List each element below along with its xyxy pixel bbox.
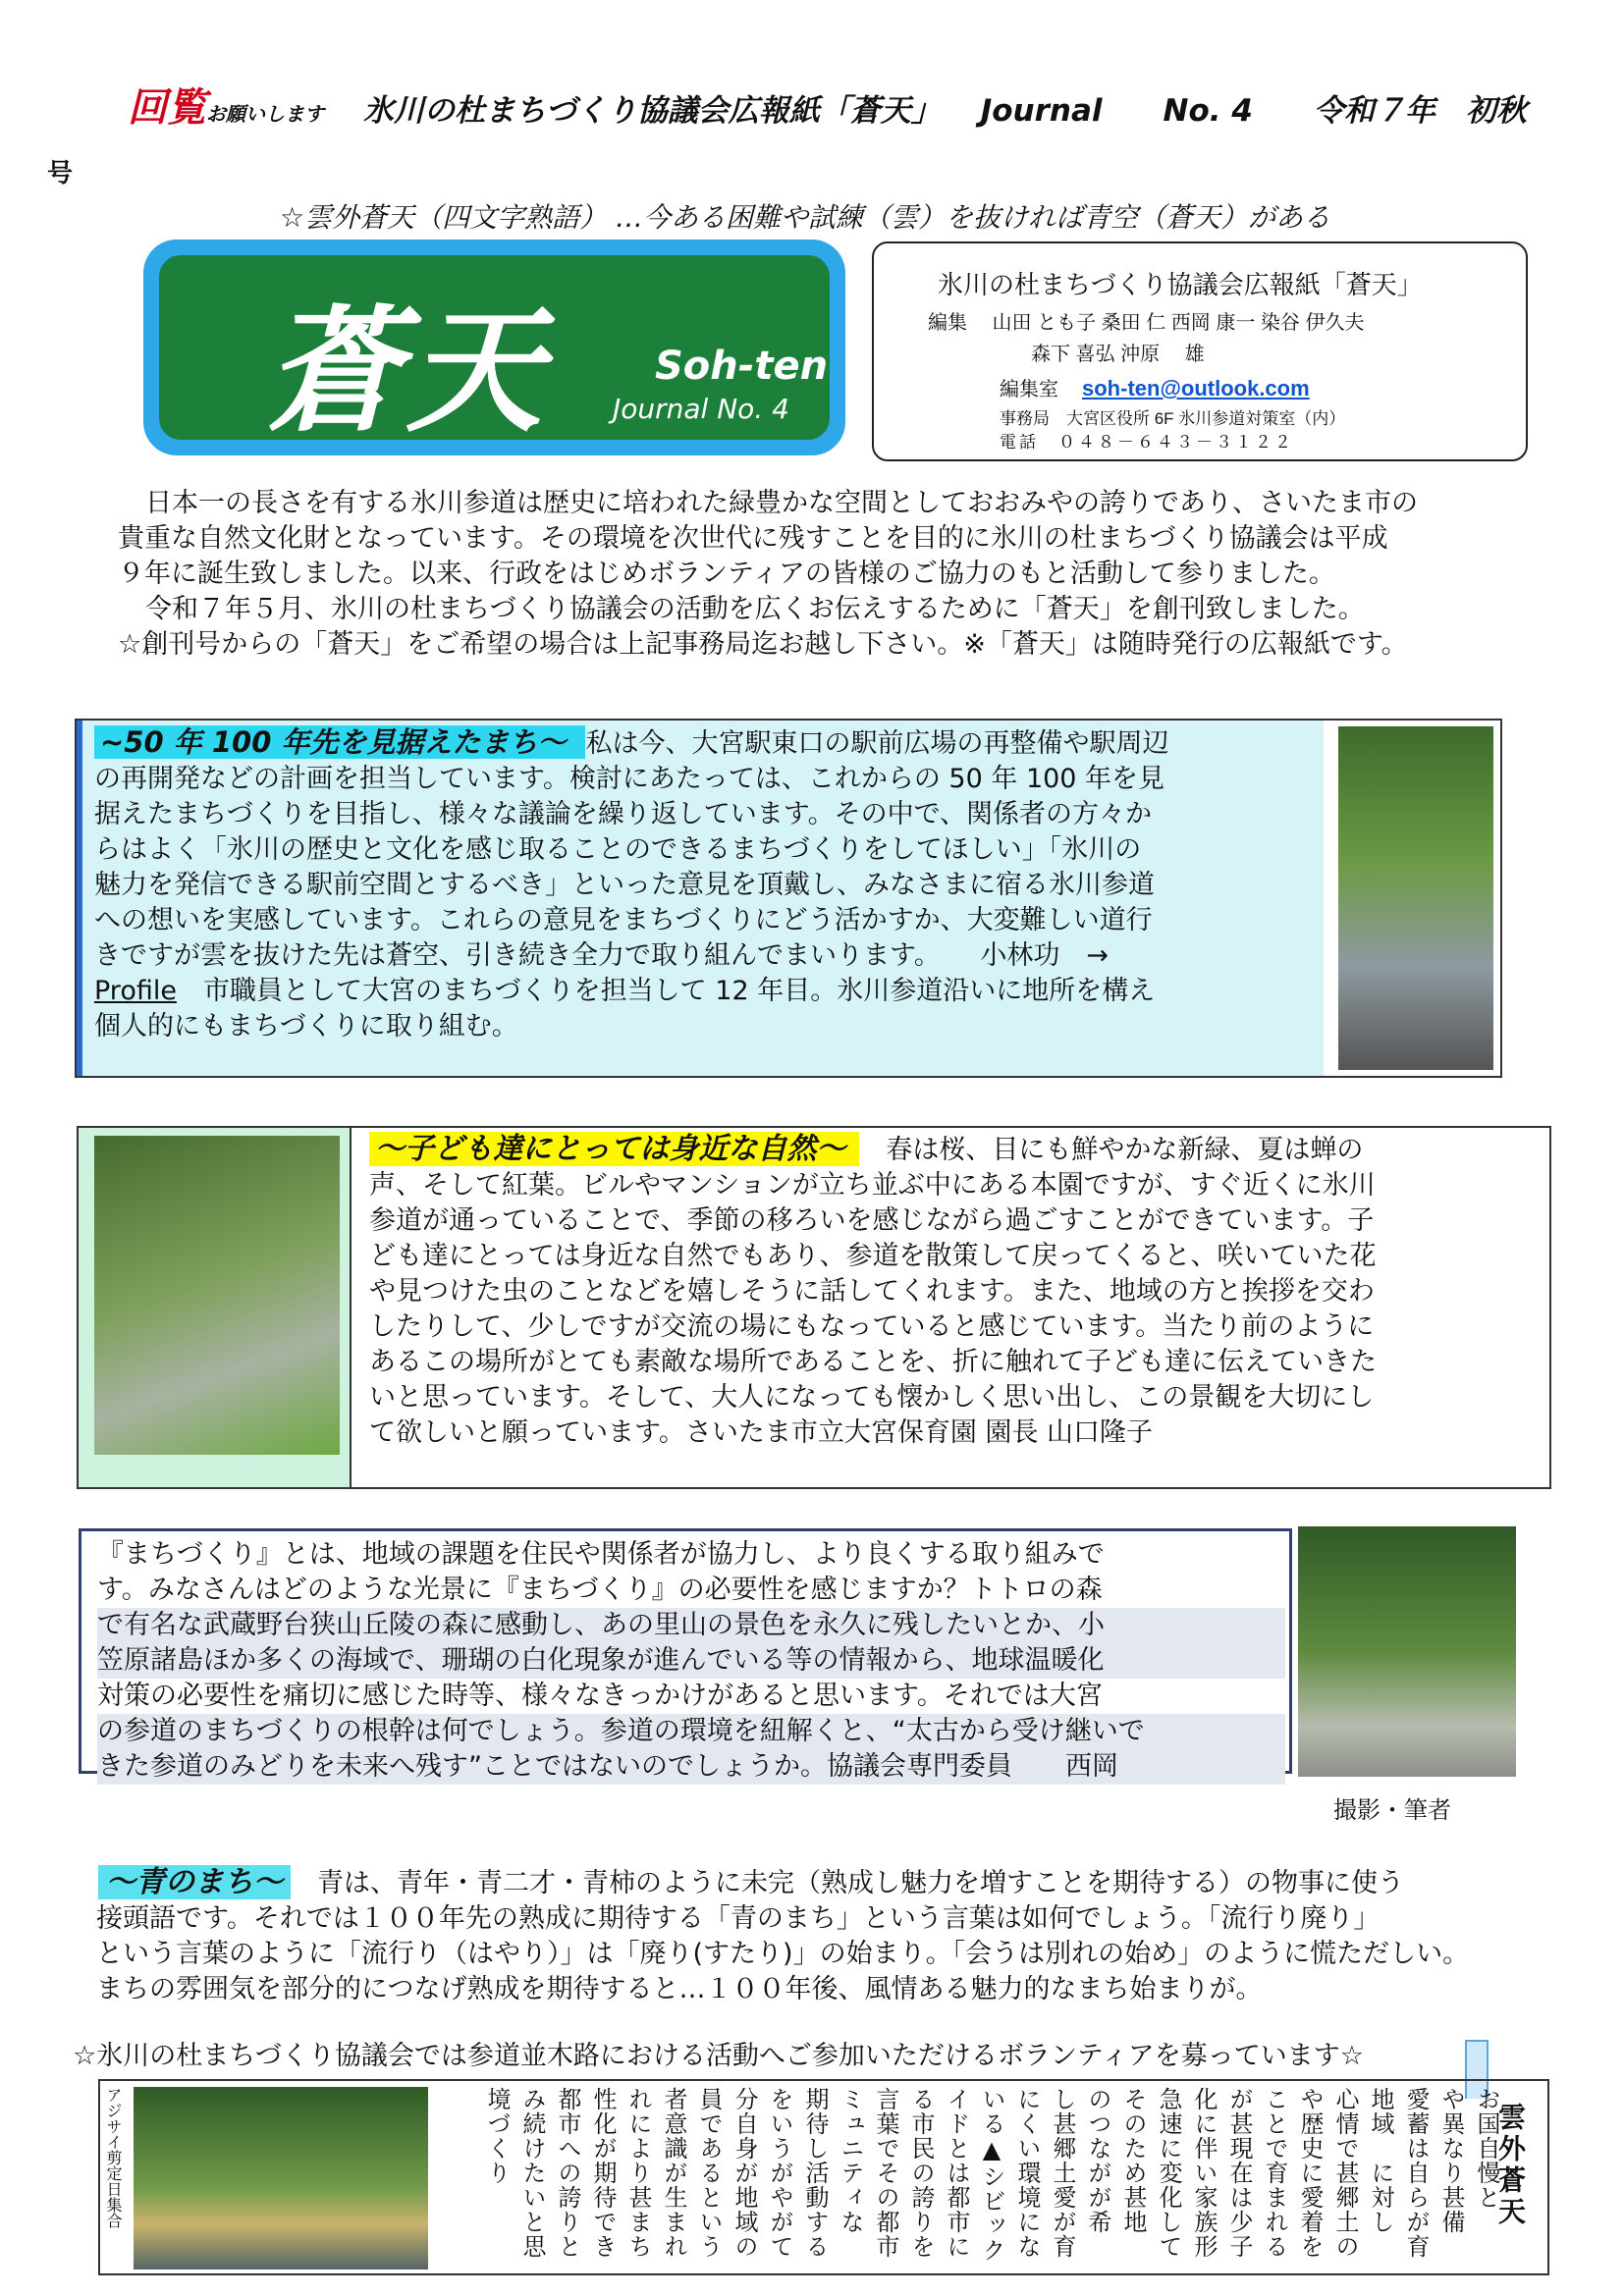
- logo-title: 蒼天: [265, 291, 549, 451]
- column-line: が甚現在は少子: [1225, 2087, 1253, 2259]
- article-line: 『まちづくり』とは、地域の課題を住民や関係者が協力し、より良くする取り組みで: [97, 1539, 1105, 1570]
- newsletter-title: 氷川の杜まちづくり協議会広報紙「蒼天」: [363, 93, 942, 129]
- article-line: 魅力を発信できる駅前空間とするべき」といった意見を頂戴し、みなさまに宿る氷川参道: [94, 870, 1155, 900]
- column-box: [98, 2079, 1549, 2275]
- column-line: 急速に変化して: [1155, 2087, 1182, 2259]
- column-line: 分自身が地域の: [731, 2087, 758, 2259]
- column-line: ことで育まれる: [1261, 2087, 1288, 2259]
- column-line: み続けたいと思: [518, 2087, 546, 2259]
- article-heading: ～青のまち～: [98, 1865, 291, 1899]
- journal-label: Journal: [980, 93, 1103, 129]
- article-line: いと思っています。そして、大人になっても懐かしく思い出し、この景観を大切にし: [369, 1382, 1375, 1413]
- intro-line: ９年に誕生致しました。以来、行政をはじめボランティアの皆様のご協力のもと活動して参りました。: [118, 559, 1335, 589]
- editors-line-2: 森下 喜弘 沖原 雄: [1031, 344, 1205, 365]
- column-line: 都市への誇りと: [554, 2087, 581, 2259]
- article-line: 個人的にもまちづくりに取り組む。: [94, 1011, 518, 1041]
- article-line: の参道のまちづくりの根幹は何でしょう。参道の環境を紐解くと、“太古から受け継いで: [97, 1714, 1285, 1749]
- profile-text: 市職員として大宮のまちづくりを担当して 12 年目。氷川参道沿いに地所を構え: [176, 976, 1156, 1006]
- volunteer-group-photo: [134, 2087, 428, 2269]
- profile-label: Profile: [94, 976, 177, 1006]
- column-line: そのため甚地: [1119, 2087, 1147, 2234]
- volunteer-notice: ☆氷川の杜まちづくり協議会では参道並木路における活動へご参加いただけるボランティアを募っています☆: [73, 2041, 1364, 2071]
- article-line: きですが雲を抜けた先は蒼空、引き続き全力で取り組んでまいります。 小林功 →: [94, 940, 1109, 971]
- article-line: 笠原諸島ほか多くの海域で、珊瑚の白化現象が進んでいる等の情報から、地球温暖化: [97, 1643, 1285, 1679]
- column-line: 者意識が生まれ: [660, 2087, 687, 2259]
- editorial-info-box: [872, 241, 1528, 461]
- issue-suffix: 号: [47, 159, 74, 188]
- group-photo-caption: アジサイ剪定日集合: [104, 2087, 123, 2228]
- article-line: したりして、少しですが交流の場にもなっていると感じています。当たり前のように: [369, 1311, 1375, 1342]
- column-line: ミュニティな: [837, 2087, 864, 2234]
- article-heading: ~50 年 100 年先を見据えたまち～: [94, 725, 585, 759]
- article-line: 声、そして紅葉。ビルやマンションが立ち並ぶ中にある本園ですが、すぐ近くに氷川: [369, 1170, 1376, 1201]
- column-line: 地域 に対し: [1367, 2087, 1394, 2234]
- article-line: あるこの場所がとても素敵な場所であることを、折に触れて子ども達に伝えていきた: [369, 1347, 1377, 1377]
- article-line: 青は、青年・青二才・青柿のように未完（熟成し魅力を増すことを期待する）の物事に使う: [291, 1868, 1404, 1898]
- column-line: お国自慢と: [1473, 2087, 1500, 2210]
- article-heading: ～子ども達にとっては身近な自然～: [369, 1132, 859, 1166]
- article-line: ども達にとっては身近な自然でもあり、参道を散策して戻ってくると、咲いていた花: [369, 1241, 1377, 1271]
- intro-line: 日本一の長さを有する氷川参道は歴史に培われた緑豊かな空間としておおみやの誇りであり、さいたま市の: [145, 488, 1418, 518]
- column-line: 言葉でその都市: [872, 2087, 899, 2259]
- article-line: す。みなさんはどのような光景に『まちづくり』の必要性を感じますか？トトロの森: [97, 1575, 1103, 1605]
- column-text: [444, 2087, 1504, 2269]
- secretariat: 事務局 大宮区役所 6F 氷川参道対策室（内）: [1000, 409, 1346, 428]
- column-line: 期待し活動する: [801, 2087, 829, 2259]
- article-line: 私は今、大宮駅東口の駅前広場の再整備や駅周辺: [585, 728, 1169, 759]
- intro-line: 貴重な自然文化財となっています。その環境を次世代に残すことを目的に氷川の杜まちづくり協議会は平成: [118, 523, 1388, 554]
- motto: ☆雲外蒼天（四文字熟語） …今ある困難や試練（雲）を抜ければ青空（蒼天）がある: [280, 201, 1331, 234]
- article-line: で有名な武蔵野台狭山丘陵の森に感動し、あの里山の景色を永久に残したいとか、小: [97, 1608, 1285, 1643]
- column-line: 性化が期待でき: [589, 2087, 617, 2259]
- editors-line-1: 編集 山田 とも子 桑田 仁 西岡 康一 染谷 伊久夫: [928, 312, 1365, 334]
- article-line: の再開発などの計画を担当しています。検討にあたっては、これからの 50 年 100 年を見: [94, 764, 1165, 794]
- intro-line: ☆創刊号からの「蒼天」をご希望の場合は上記事務局迄お越し下さい。※「蒼天」は随時発行の広報紙です。: [118, 629, 1408, 660]
- logo-journal: Journal No. 4: [613, 393, 789, 425]
- issue-season: 初秋: [1465, 93, 1527, 129]
- column-line: れにより甚まち: [624, 2087, 652, 2259]
- article-line: への想いを実感しています。これらの意見をまちづくりにどう活かすか、大変難しい道行: [94, 905, 1153, 935]
- column-line: 境づくり: [483, 2087, 511, 2185]
- publication-name: 氷川の杜まちづくり協議会広報紙「蒼天」: [938, 270, 1423, 299]
- intro-paragraph: [118, 486, 1551, 663]
- article-line: らはよく「氷川の歴史と文化を感じ取ることのできるまちづくりをしてほしい」「氷川の: [94, 834, 1142, 865]
- masthead-logo: [143, 240, 845, 455]
- circulation-label: 回覧: [128, 85, 206, 131]
- author-portrait-photo: [1338, 726, 1493, 1070]
- article-line: 据えたまちづくりを目指し、様々な議論を繰り返しています。その中で、関係者の方々か: [94, 799, 1153, 829]
- logo-romaji: Soh-ten: [655, 344, 829, 389]
- column-title: 雲外蒼天: [1494, 2103, 1527, 2228]
- email-link[interactable]: soh-ten@outlook.com: [1082, 376, 1310, 400]
- article-line: きた参道のみどりを未来へ残す”ことではないのでしょうか。協議会専門委員 西岡: [97, 1749, 1285, 1785]
- article-line: 春は桜、目にも鮮やかな新緑、夏は蝉の: [859, 1135, 1364, 1165]
- article-line: 参道が通っていることで、季節の移ろいを感じながら過ごすことができています。子: [369, 1205, 1375, 1236]
- sando-path-photo: [1298, 1526, 1516, 1777]
- column-line: 化に伴い家族形: [1190, 2087, 1218, 2259]
- column-line: 愛蓄は自らが育: [1402, 2087, 1430, 2259]
- phone-number: 電話 ０４８－６４３－３１２２: [1000, 433, 1294, 452]
- column-line: や歴史に愛着を: [1296, 2087, 1324, 2259]
- office-label: 編集室: [1000, 379, 1058, 400]
- column-line: る市民の誇りを: [907, 2087, 935, 2259]
- issue-number: No. 4: [1163, 93, 1253, 129]
- column-line: いる▲シビック: [978, 2087, 1005, 2263]
- column-line: し甚郷土愛が育: [1049, 2087, 1076, 2259]
- article-line: 対策の必要性を痛切に感じた時等、様々なきっかけがあると思います。それでは大宮: [97, 1681, 1103, 1711]
- article-50-100-years: [75, 719, 1502, 1078]
- intro-line: 令和７年５月、氷川の杜まちづくり協議会の活動を広くお伝えするために「蒼天」を創刊致しました。: [145, 594, 1365, 624]
- article-line: 接頭語です。それでは１００年先の熟成に期待する「青のまち」という言葉は如何でしょう。「流行り廃り」: [96, 1903, 1380, 1934]
- column-line: 心情で甚郷土の: [1331, 2087, 1359, 2259]
- column-line: や異なり甚備: [1437, 2087, 1465, 2234]
- article-line: まちの雰囲気を部分的につなげ熟成を期待すると…１００年後、風情ある魅力的なまち始まりが。: [96, 1974, 1263, 2004]
- editorial-office: [1000, 373, 1310, 401]
- circulation-request: お願いします: [206, 102, 324, 126]
- article-ao-no-machi: [96, 1865, 1549, 2007]
- column-line: のつながが希: [1084, 2087, 1111, 2234]
- article-children-nature: [77, 1126, 1551, 1489]
- children-walking-photo: [94, 1136, 340, 1455]
- photo-caption: 撮影・筆者: [1333, 1796, 1451, 1824]
- article-line: て欲しいと願っています。さいたま市立大宮保育園 園長 山口隆子: [369, 1417, 1154, 1448]
- column-line: をいうがやがて: [766, 2087, 793, 2259]
- article-line: や見つけた虫のことなどを嬉しそうに話してくれます。また、地域の方と挨拶を交わ: [369, 1276, 1375, 1307]
- newsletter-header: [128, 77, 1527, 133]
- column-line: にくい環境にな: [1013, 2087, 1041, 2259]
- article-machizukuri: [79, 1528, 1292, 1782]
- article-line: という言葉のように「流行り（はやり）」は「廃り(すたり)」の始まり。「会うは別れの始め」のように慌ただしい。: [96, 1939, 1470, 1969]
- column-line: 員であるという: [695, 2087, 723, 2259]
- issue-date: 令和７年: [1313, 93, 1435, 129]
- column-line: イドとは都市に: [943, 2087, 970, 2259]
